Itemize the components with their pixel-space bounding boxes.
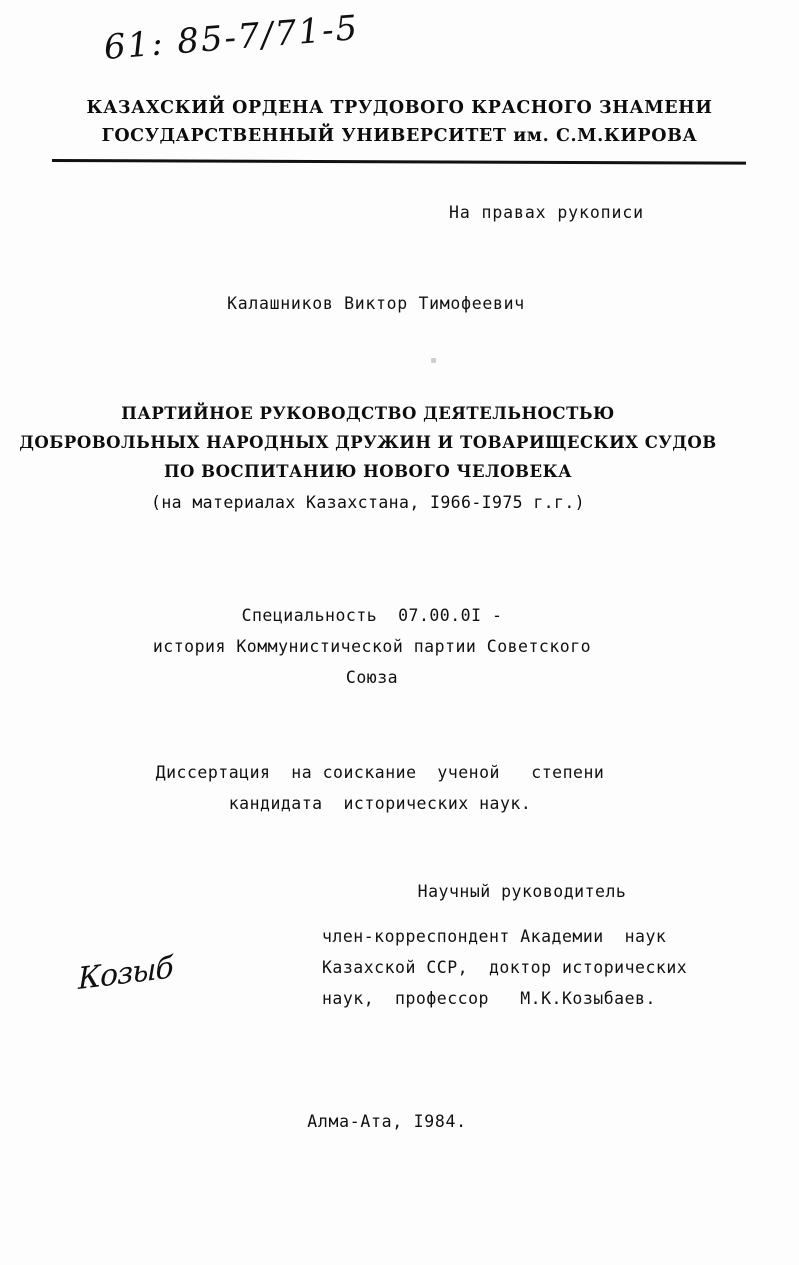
speciality-block <box>0 600 744 693</box>
degree-statement <box>0 757 760 819</box>
title-line-2: ДОБРОВОЛЬНЫХ НАРОДНЫХ ДРУЖИН И ТОВАРИЩЕСКИХ СУДОВ <box>19 433 717 452</box>
dissertation-title <box>0 399 736 517</box>
author-name <box>0 289 752 319</box>
institution-header-line-2: ГОСУДАРСТВЕННЫЙ УНИВЕРСИТЕТ им. С.М.КИРОВА <box>101 126 698 146</box>
header-divider-rule <box>52 159 746 165</box>
supervisor-line-1: член-корреспондент Академии наук <box>322 927 667 946</box>
imprint-place-year <box>0 1107 774 1137</box>
speciality-line-2: история Коммунистической партии Советского <box>152 637 592 656</box>
scan-artifact-speck <box>431 358 436 363</box>
manuscript-rights-text: На правах рукописи <box>448 203 644 222</box>
manuscript-rights-note <box>0 198 644 228</box>
title-line-3: ПО ВОСПИТАНИЮ НОВОГО ЧЕЛОВЕКА <box>163 462 573 481</box>
supervisor-heading: Научный руководитель <box>417 882 627 901</box>
supervisor-block <box>322 876 722 1014</box>
title-subtitle-scope: (на материалах Казахстана, I966-I975 г.г.) <box>150 493 586 512</box>
institution-header <box>0 94 799 150</box>
speciality-line-1: Специальность 07.00.0I - <box>241 606 503 625</box>
imprint-text: Алма-Ата, I984. <box>307 1112 467 1131</box>
degree-line-1: Диссертация на соискание ученой степени <box>155 763 605 782</box>
handwritten-shelfmark-annotation: 61: 85-7/71-5 <box>102 7 361 68</box>
author-full-name: Калашников Виктор Тимофеевич <box>227 294 525 313</box>
supervisor-line-3: наук, профессор М.К.Козыбаев. <box>322 989 656 1008</box>
supervisor-line-2: Казахской ССР, доктор исторических <box>322 958 688 977</box>
degree-line-2: кандидата исторических наук. <box>228 794 532 813</box>
title-line-1: ПАРТИЙНОЕ РУКОВОДСТВО ДЕЯТЕЛЬНОСТЬЮ <box>121 404 615 423</box>
institution-header-line-1: КАЗАХСКИЙ ОРДЕНА ТРУДОВОГО КРАСНОГО ЗНАМЕНИ <box>86 98 713 118</box>
handwritten-signature: Козыб <box>77 950 173 998</box>
speciality-line-3: Союза <box>345 668 399 687</box>
